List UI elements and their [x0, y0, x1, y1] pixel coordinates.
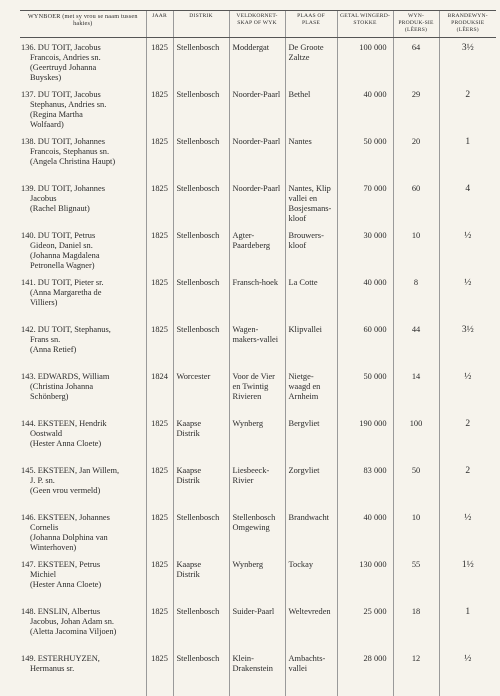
district-cell: Stellenbosch — [173, 508, 229, 555]
farmer-name-cell — [20, 85, 146, 132]
farmer-name-continuation: Cornelis — [30, 523, 59, 532]
farmer-name-continuation: (Regina Martha — [30, 110, 83, 119]
farmer-name-cell — [20, 461, 146, 508]
district-cell: Stellenbosch — [173, 226, 229, 273]
table-row — [20, 85, 496, 132]
table-row — [20, 320, 496, 367]
year-cell: 1825 — [146, 226, 173, 273]
farm-cell: Klipvallei — [285, 320, 337, 367]
wine-cell: 64 — [393, 38, 439, 86]
table-row — [20, 38, 496, 86]
farmer-name-continuation: (Hester Anna Cloete) — [30, 439, 102, 448]
wine-cell: 20 — [393, 132, 439, 179]
farmer-name-continuation: Winterhoven) — [30, 543, 77, 552]
farm-cell: La Cotte — [285, 273, 337, 320]
brandy-cell: ½ — [439, 226, 496, 273]
wine-cell: 8 — [393, 273, 439, 320]
ward-cell: Wagen-makers-vallei — [229, 320, 285, 367]
farm-cell: Ambachts-vallei — [285, 649, 337, 696]
brandy-cell: 2 — [439, 414, 496, 461]
brandy-cell: 1 — [439, 132, 496, 179]
farmer-name: 138. DU TOIT, Johannes — [21, 137, 105, 146]
ward-cell: Wynberg — [229, 555, 285, 602]
year-cell: 1825 — [146, 132, 173, 179]
farm-cell: Brandwacht — [285, 508, 337, 555]
brandy-cell: 2 — [439, 461, 496, 508]
farmer-name-continuation: Frans sn. — [30, 335, 61, 344]
wine-cell: 44 — [393, 320, 439, 367]
ward-cell: Suider-Paarl — [229, 602, 285, 649]
year-cell: 1825 — [146, 179, 173, 226]
ward-cell: Stellenbosch Omgewing — [229, 508, 285, 555]
header-name: WYNBOER (met sy vrou se naam tussen hakies) — [20, 11, 146, 38]
farmer-name-continuation: (Johanna Dolphina van — [30, 533, 108, 542]
vines-cell: 60 000 — [337, 320, 393, 367]
ward-cell: Klein-Drakenstein — [229, 649, 285, 696]
farmer-name: 137. DU TOIT, Jacobus — [21, 90, 101, 99]
brandy-cell: 1½ — [439, 555, 496, 602]
brandy-cell: ½ — [439, 273, 496, 320]
wine-cell: 29 — [393, 85, 439, 132]
farmer-name-cell — [20, 273, 146, 320]
farmer-name-continuation: (Angela Christina Haupt) — [30, 157, 116, 166]
vines-cell: 50 000 — [337, 367, 393, 414]
farmer-name-cell — [20, 508, 146, 555]
farmer-name-cell — [20, 226, 146, 273]
brandy-cell: 1 — [439, 602, 496, 649]
farmer-name-continuation: Gideon, Daniel sn. — [30, 241, 93, 250]
farmer-name-continuation: Jacobus — [30, 194, 57, 203]
year-cell: 1825 — [146, 602, 173, 649]
farmer-name-continuation: Schönberg) — [30, 392, 69, 401]
brandy-cell: 4 — [439, 179, 496, 226]
farmer-name-cell — [20, 602, 146, 649]
farm-cell: Nantes, Klip vallei en Bosjesmans-kloof — [285, 179, 337, 226]
year-cell: 1825 — [146, 508, 173, 555]
farm-cell: De Groote Zaltze — [285, 38, 337, 86]
district-cell: Stellenbosch — [173, 602, 229, 649]
farmer-name-continuation: (Christina Johanna — [30, 382, 94, 391]
table-row — [20, 508, 496, 555]
header-row — [20, 11, 496, 38]
farmer-name-continuation: (Aletta Jacomina Viljoen) — [30, 627, 117, 636]
wine-cell: 14 — [393, 367, 439, 414]
farmer-name-continuation: Petronella Wagner) — [30, 261, 95, 270]
table-row — [20, 367, 496, 414]
farm-cell: Brouwers-kloof — [285, 226, 337, 273]
farm-cell: Weltevreden — [285, 602, 337, 649]
vines-cell: 190 000 — [337, 414, 393, 461]
farmer-name-continuation: (Geertruyd Johanna — [30, 63, 97, 72]
vines-cell: 40 000 — [337, 273, 393, 320]
district-cell: Stellenbosch — [173, 38, 229, 86]
year-cell: 1825 — [146, 555, 173, 602]
farm-cell: Tockay — [285, 555, 337, 602]
farmer-name-continuation: J. P. sn. — [30, 476, 55, 485]
farmer-name: 140. DU TOIT, Petrus — [21, 231, 96, 240]
farmer-name-continuation: Villiers) — [30, 298, 58, 307]
year-cell: 1824 — [146, 367, 173, 414]
farmer-name-continuation: (Rachel Blignaut) — [30, 204, 90, 213]
vines-cell: 70 000 — [337, 179, 393, 226]
brandy-cell: ½ — [439, 649, 496, 696]
table-row — [20, 461, 496, 508]
farm-cell: Nantes — [285, 132, 337, 179]
table-row — [20, 179, 496, 226]
header-wine: WYN-PRODUK-SIE (LÊERS) — [393, 11, 439, 38]
farmer-name-continuation: (Anna Margaretha de — [30, 288, 102, 297]
ward-cell: Liesbeeck-Rivier — [229, 461, 285, 508]
table-row — [20, 132, 496, 179]
farmer-name: 142. DU TOIT, Stephanus, — [21, 325, 111, 334]
district-cell: Kaapse Distrik — [173, 414, 229, 461]
brandy-cell: 3½ — [439, 320, 496, 367]
farmer-name: 143. EDWARDS, William — [21, 372, 110, 381]
district-cell: Stellenbosch — [173, 273, 229, 320]
ward-cell: Noorder-Paarl — [229, 179, 285, 226]
farmer-name-continuation: Stephanus, Andries sn. — [30, 100, 107, 109]
vines-cell: 40 000 — [337, 85, 393, 132]
wine-cell: 100 — [393, 414, 439, 461]
farmer-name: 141. DU TOIT, Pieter sr. — [21, 278, 104, 287]
year-cell: 1825 — [146, 414, 173, 461]
table-row — [20, 273, 496, 320]
brandy-cell: ½ — [439, 367, 496, 414]
farmer-name-continuation: Michiel — [30, 570, 57, 579]
wine-cell: 10 — [393, 508, 439, 555]
header-ward: VELDKORNET-SKAP OF WYK — [229, 11, 285, 38]
vines-cell: 25 000 — [337, 602, 393, 649]
brandy-cell: 3½ — [439, 38, 496, 86]
header-district: DISTRIK — [173, 11, 229, 38]
farmer-name: 136. DU TOIT, Jacobus — [21, 43, 101, 52]
header-year: JAAR — [146, 11, 173, 38]
wine-cell: 10 — [393, 226, 439, 273]
year-cell: 1825 — [146, 320, 173, 367]
farmer-name-continuation: (Hester Anna Cloete) — [30, 580, 102, 589]
farmer-name-cell — [20, 320, 146, 367]
farmer-name-continuation: Francois, Andries sn. — [30, 53, 101, 62]
vines-cell: 28 000 — [337, 649, 393, 696]
vines-cell: 100 000 — [337, 38, 393, 86]
district-cell: Stellenbosch — [173, 132, 229, 179]
vines-cell: 83 000 — [337, 461, 393, 508]
farmer-name: 145. EKSTEEN, Jan Willem, — [21, 466, 120, 475]
farmer-name: 144. EKSTEEN, Hendrik — [21, 419, 107, 428]
ward-cell: Agter-Paardeberg — [229, 226, 285, 273]
farmer-name: 146. EKSTEEN, Johannes — [21, 513, 110, 522]
wine-cell: 18 — [393, 602, 439, 649]
farmer-name-continuation: (Anna Retief) — [30, 345, 77, 354]
district-cell: Stellenbosch — [173, 85, 229, 132]
vines-cell: 50 000 — [337, 132, 393, 179]
farmer-name-cell — [20, 38, 146, 86]
wine-cell: 60 — [393, 179, 439, 226]
farmer-name-cell — [20, 555, 146, 602]
ward-cell: Voor de Vier en Twintig Rivieren — [229, 367, 285, 414]
wine-cell: 12 — [393, 649, 439, 696]
farmer-name-cell — [20, 367, 146, 414]
farmer-name-continuation: (Johanna Magdalena — [30, 251, 100, 260]
year-cell: 1825 — [146, 38, 173, 86]
table-row — [20, 602, 496, 649]
district-cell: Kaapse Distrik — [173, 555, 229, 602]
farmer-name-continuation: Francois, Stephanus sn. — [30, 147, 110, 156]
farmer-name-continuation: Buyskes) — [30, 73, 62, 82]
year-cell: 1825 — [146, 85, 173, 132]
header-vines: GETAL WINGERD-STOKKE — [337, 11, 393, 38]
table-row — [20, 226, 496, 273]
farmer-name: 147. EKSTEEN, Petrus — [21, 560, 101, 569]
district-cell: Stellenbosch — [173, 320, 229, 367]
wine-farmers-table — [20, 10, 496, 696]
farmer-name-continuation: Jacobus, Johan Adam sn. — [30, 617, 114, 626]
farm-cell: Zorgvliet — [285, 461, 337, 508]
district-cell: Stellenbosch — [173, 649, 229, 696]
brandy-cell: 2 — [439, 85, 496, 132]
vines-cell: 40 000 — [337, 508, 393, 555]
year-cell: 1825 — [146, 649, 173, 696]
ward-cell: Noorder-Paarl — [229, 132, 285, 179]
year-cell: 1825 — [146, 273, 173, 320]
ward-cell: Moddergat — [229, 38, 285, 86]
ward-cell: Noorder-Paarl — [229, 85, 285, 132]
farmer-name-cell — [20, 179, 146, 226]
farm-cell: Bergvliet — [285, 414, 337, 461]
wine-cell: 50 — [393, 461, 439, 508]
farmer-name-cell — [20, 414, 146, 461]
year-cell: 1825 — [146, 461, 173, 508]
table-row — [20, 414, 496, 461]
header-farm: PLAAS OF PLASE — [285, 11, 337, 38]
farm-cell: Nietge-waagd en Arnheim — [285, 367, 337, 414]
vines-cell: 130 000 — [337, 555, 393, 602]
farmer-name-continuation: (Geen vrou vermeld) — [30, 486, 101, 495]
farmer-name: 149. ESTERHUYZEN, — [21, 654, 100, 663]
ward-cell: Fransch-hoek — [229, 273, 285, 320]
table-row — [20, 555, 496, 602]
farmer-name-continuation: Wolfaard) — [30, 120, 64, 129]
farmer-name-continuation: Oostwald — [30, 429, 63, 438]
farmer-name-continuation: Hermanus sr. — [30, 664, 75, 673]
header-brandy: BRANDEWYN-PRODUKSIE (LÊERS) — [439, 11, 496, 38]
vines-cell: 30 000 — [337, 226, 393, 273]
farmer-name: 139. DU TOIT, Johannes — [21, 184, 105, 193]
brandy-cell: ½ — [439, 508, 496, 555]
farmer-name: 148. ENSLIN, Albertus — [21, 607, 101, 616]
district-cell: Stellenbosch — [173, 179, 229, 226]
farm-cell: Bethel — [285, 85, 337, 132]
district-cell: Kaapse Distrik — [173, 461, 229, 508]
wine-cell: 55 — [393, 555, 439, 602]
district-cell: Worcester — [173, 367, 229, 414]
ward-cell: Wynberg — [229, 414, 285, 461]
farmer-name-cell — [20, 132, 146, 179]
